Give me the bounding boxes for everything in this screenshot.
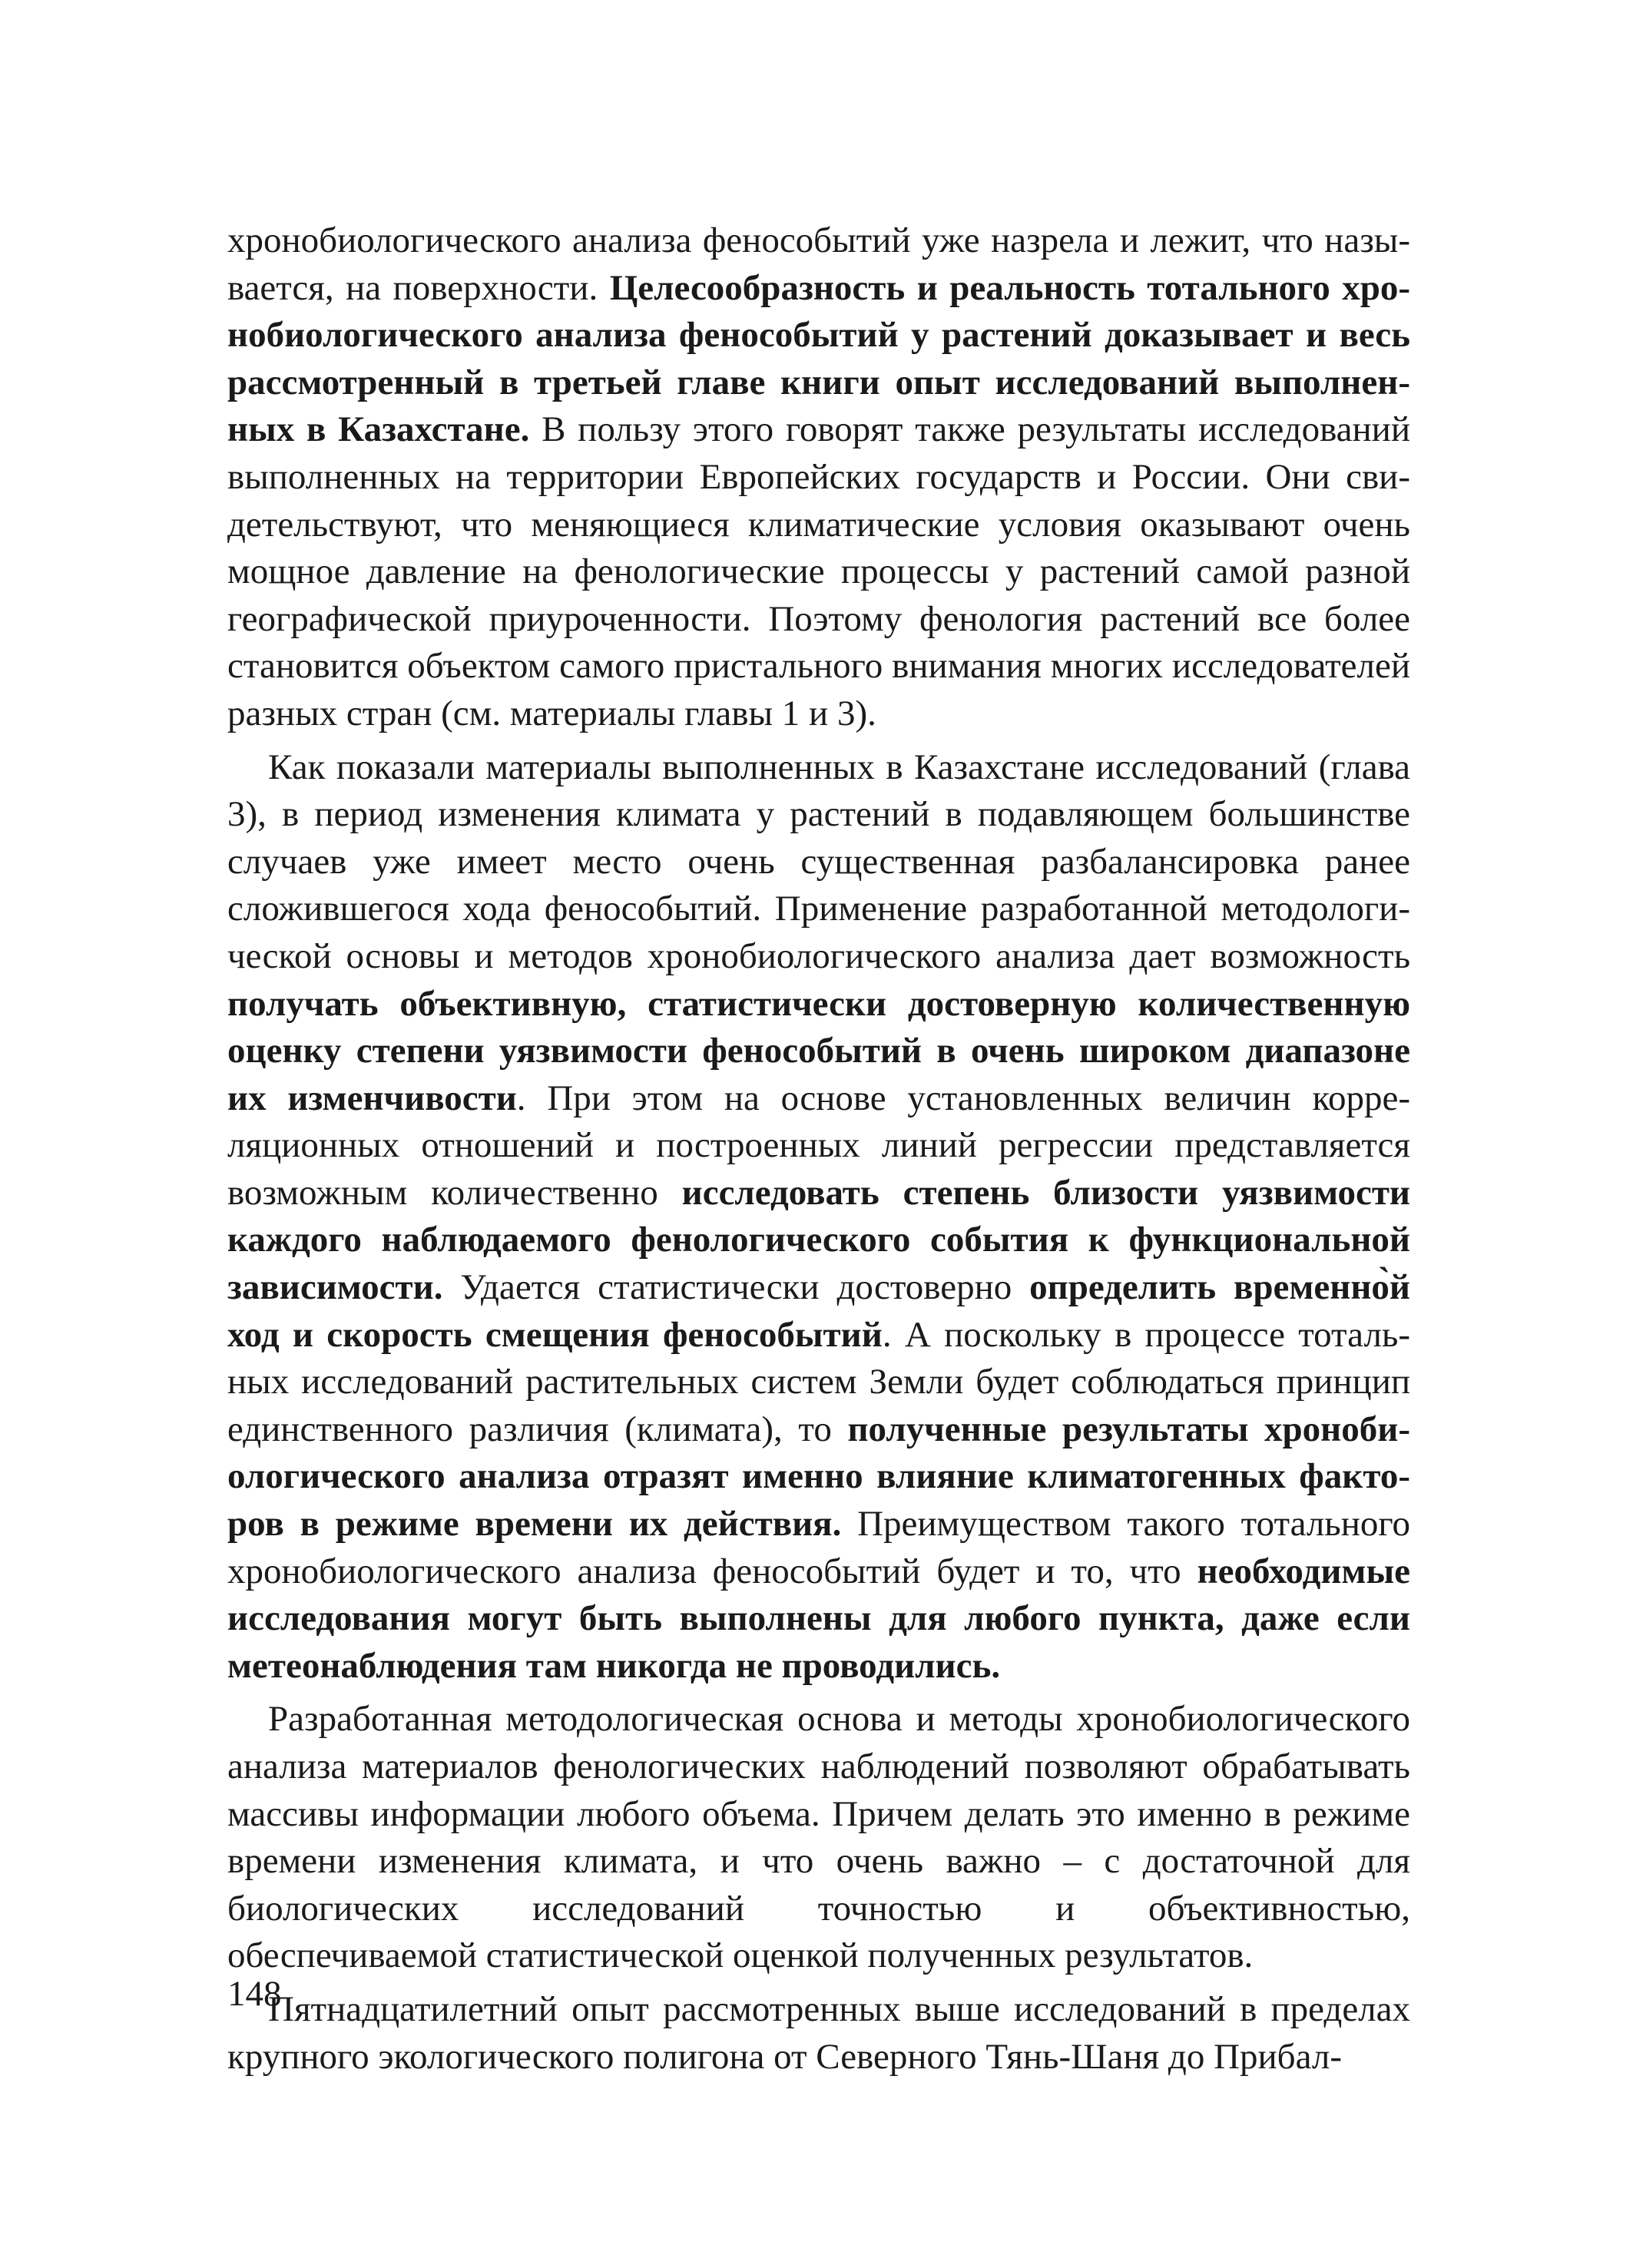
text-run: Пятнадцатилетний опыт рассмотренных выше исследований в пределах крупного экологического полигона от Северного Тянь-Шаня до Прибал- xyxy=(227,1988,1410,2077)
text-run: Преимуществом такого тотального хронобиологического анализа феноcобытий будет и то, что xyxy=(227,1504,1410,1591)
text-run: В пользу этого говорят также результаты исследований выполненных на территории Европейских государств и России. Они свидетельствуют, что меняющиеся климатические условия оказывают очень мощное давление на фенологические процессы у растений самой разной географической приуроченности. Поэтому фенология растений все более становится объектом самого пристального внимания многих исследователей разных стран (см. материалы главы 1 и 3). xyxy=(227,409,1410,733)
bold-text-run: Целесообразность и реальность тотального хронобиологического анализа феноcобытий у растений доказывает и весь рассмотренный в третьей главе книги опыт исследований выполненных в Казахстане. xyxy=(227,267,1410,450)
bold-text-run: определить временно̀й ход и скорость смещения феноcобытий xyxy=(227,1267,1410,1355)
page-body xyxy=(227,217,1410,2081)
paragraph xyxy=(227,1696,1410,1980)
paragraph xyxy=(227,744,1410,1690)
bold-text-run: полученные результаты хронοбиологического анализа отразят именно влияние климатогенных факторов в режиме времени их действия. xyxy=(227,1409,1410,1545)
page-number: 148 xyxy=(227,1974,282,2014)
text-run: . А поскольку в процессе тотальных исследований растительных систем Земли будет соблюдаться принцип единственного различия (климата), то xyxy=(227,1314,1410,1449)
text-run: Удается статистически достоверно xyxy=(442,1267,1030,1308)
text-run: . При этом на основе установленных величин корреляционных отношений и построенных линий регрессии представляется возможным количественно xyxy=(227,1078,1411,1213)
bold-text-run: получать объективную, статистически достоверную количественную оценку степени уязвимости феноcобытий в очень широком диапазоне их изменчивости xyxy=(227,983,1410,1118)
bold-text-run: исследовать степень близости уязвимости каждого наблюдаемого фенологического события к функциональной зависимости. xyxy=(227,1172,1410,1308)
text-run: Разработанная методологическая основа и методы хронобиологического анализа материалов фенологических наблюдений позволяют обрабатывать массивы информации любого объема. Причем делать это именно в режиме времени изменения климата, и что очень важно – с достаточной для биологических исследований точностью и объективностью, обеспечиваемой статистической оценкой полученных результатов. xyxy=(227,1699,1410,1976)
text-run: хронобиологического анализа феноcобытий уже назрела и лежит, что называется, на поверхности. xyxy=(227,220,1410,308)
paragraph xyxy=(227,217,1410,738)
text-run: Как показали материалы выполненных в Казахстане исследований (глава 3), в период изменения климата у растений в подавляющем большинстве случаев уже имеет место очень существенная разбалансировка ранее сложившегося хода феноcобытий. Применение разработанной методологической основы и методов хронобиологического анализа дает возможность xyxy=(227,747,1410,976)
paragraph xyxy=(227,1986,1410,2081)
bold-text-run: необходимые исследования могут быть выполнены для любого пункта, даже если метеонаблюдения там никогда не проводились. xyxy=(227,1551,1410,1686)
